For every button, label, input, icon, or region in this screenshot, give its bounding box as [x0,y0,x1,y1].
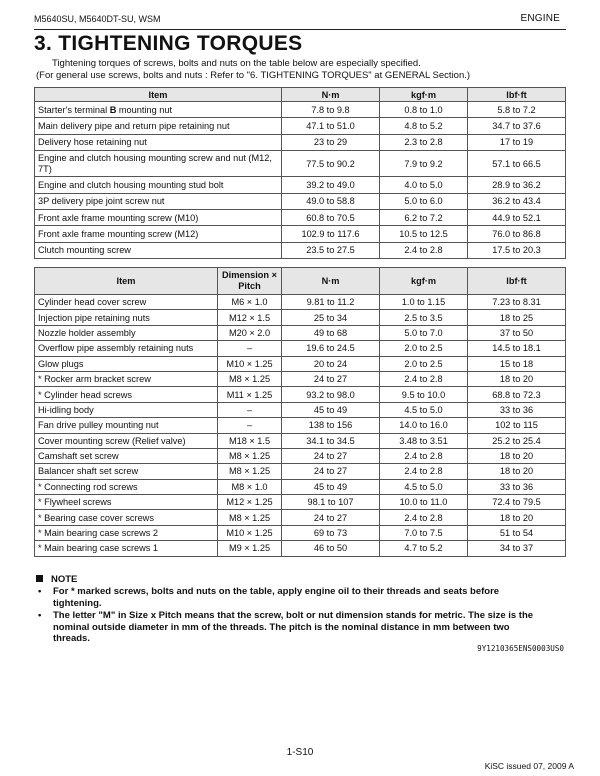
cell-item: Camshaft set screw [35,448,218,463]
cell-kgfm: 14.0 to 16.0 [380,418,468,433]
table-row [35,295,566,310]
bullet-icon: • [38,610,42,622]
cell-nm: 77.5 to 90.2 [282,151,380,177]
cell-lbfft: 18 to 25 [468,310,566,325]
cell-lbfft: 18 to 20 [468,464,566,479]
table-row [35,541,566,556]
cell-lbfft: 18 to 20 [468,510,566,525]
torque-table-general [34,87,566,259]
cell-item: * Main bearing case screws 1 [35,541,218,556]
cell-dim: M12 × 1.25 [218,495,282,510]
cell-lbfft: 17.5 to 20.3 [468,242,566,258]
cell-item [35,102,282,118]
cell-item: Injection pipe retaining nuts [35,310,218,325]
cell-kgfm: 4.5 to 5.0 [380,402,468,417]
table-row [35,310,566,325]
cell-dim: M6 × 1.0 [218,295,282,310]
item-text-bold: B [109,104,117,115]
cell-nm: 49.0 to 58.8 [282,193,380,209]
cell-item: Hi-idling body [35,402,218,417]
cell-lbfft: 44.9 to 52.1 [468,209,566,225]
cell-kgfm: 7.0 to 7.5 [380,525,468,540]
cell-lbfft: 14.5 to 18.1 [468,341,566,356]
cell-kgfm: 2.4 to 2.8 [380,510,468,525]
cell-lbfft: 102 to 115 [468,418,566,433]
cell-item: * Cylinder head screws [35,387,218,402]
col-header-lbfft: lbf·ft [468,268,566,295]
cell-kgfm: 4.7 to 5.2 [380,541,468,556]
cell-item [35,209,282,225]
item-text: 3P delivery pipe joint screw nut [38,196,165,207]
cell-nm: 24 to 27 [282,371,380,386]
cell-dim: M12 × 1.5 [218,310,282,325]
cell-nm: 34.1 to 34.5 [282,433,380,448]
cell-kgfm: 4.5 to 5.0 [380,479,468,494]
header-models: M5640SU, M5640DT-SU, WSM [34,14,161,24]
cell-item: * Main bearing case screws 2 [35,525,218,540]
note-heading-label: NOTE [51,574,78,585]
table-row [35,102,566,118]
cell-lbfft: 37 to 50 [468,325,566,340]
cell-item: Cylinder head cover screw [35,295,218,310]
note-item [38,586,536,609]
note-list [38,586,536,646]
table-row [35,387,566,402]
col-header-item: Item [35,88,282,102]
cell-kgfm: 2.0 to 2.5 [380,341,468,356]
table-row [35,177,566,193]
cell-lbfft: 51 to 54 [468,525,566,540]
table-header-row [35,88,566,102]
cell-dim: M8 × 1.25 [218,464,282,479]
cell-dim: M8 × 1.25 [218,510,282,525]
cell-dim: M20 × 2.0 [218,325,282,340]
table-row [35,118,566,134]
table-row [35,448,566,463]
cell-item [35,134,282,150]
cell-kgfm: 10.5 to 12.5 [380,226,468,242]
cell-lbfft: 25.2 to 25.4 [468,433,566,448]
cell-item: Fan drive pulley mounting nut [35,418,218,433]
table-row [35,371,566,386]
cell-kgfm: 4.0 to 5.0 [380,177,468,193]
table-header-row [35,268,566,295]
cell-lbfft: 57.1 to 66.5 [468,151,566,177]
item-text: Delivery hose retaining nut [38,137,147,148]
cell-lbfft: 76.0 to 86.8 [468,226,566,242]
header-divider [34,29,566,30]
table-row [35,433,566,448]
cell-dim: M8 × 1.25 [218,371,282,386]
cell-lbfft: 5.8 to 7.2 [468,102,566,118]
cell-item: Glow plugs [35,356,218,371]
table-row [35,242,566,258]
cell-dim: – [218,341,282,356]
cell-nm: 93.2 to 98.0 [282,387,380,402]
cell-nm: 9.81 to 11.2 [282,295,380,310]
col-header-kgfm: kgf·m [380,268,468,295]
table-row [35,402,566,417]
torque-table-engine [34,267,566,557]
cell-kgfm: 0.8 to 1.0 [380,102,468,118]
cell-dim: M8 × 1.25 [218,448,282,463]
cell-nm: 60.8 to 70.5 [282,209,380,225]
cell-kgfm: 3.48 to 3.51 [380,433,468,448]
cell-item: Cover mounting screw (Relief valve) [35,433,218,448]
table-row [35,418,566,433]
cell-nm: 39.2 to 49.0 [282,177,380,193]
cell-nm: 45 to 49 [282,402,380,417]
table-row [35,479,566,494]
square-bullet-icon [36,575,43,582]
cell-kgfm: 2.4 to 2.8 [380,464,468,479]
col-header-lbfft: lbf·ft [468,88,566,102]
cell-kgfm: 10.0 to 11.0 [380,495,468,510]
table-row [35,193,566,209]
cell-item [35,177,282,193]
col-header-item: Item [35,268,218,295]
document-code: 9Y1210365ENS0003US0 [477,644,564,653]
cell-nm: 102.9 to 117.6 [282,226,380,242]
cell-nm: 47.1 to 51.0 [282,118,380,134]
cell-kgfm: 2.4 to 2.8 [380,371,468,386]
cell-lbfft: 34 to 37 [468,541,566,556]
cell-kgfm: 2.0 to 2.5 [380,356,468,371]
cell-dim: M10 × 1.25 [218,525,282,540]
table-row [35,525,566,540]
item-text: Starter's terminal [38,104,110,115]
cell-nm: 46 to 50 [282,541,380,556]
cell-lbfft: 36.2 to 43.4 [468,193,566,209]
table-row [35,151,566,177]
cell-lbfft: 68.8 to 72.3 [468,387,566,402]
table-row [35,495,566,510]
cell-nm: 23 to 29 [282,134,380,150]
table-row [35,356,566,371]
col-header-dimension-pitch: Dimension × Pitch [218,268,282,295]
cell-item [35,193,282,209]
col-header-nm: N·m [282,268,380,295]
issue-note: KiSC issued 07, 2009 A [484,761,574,771]
table-row [35,464,566,479]
note-heading [36,574,77,585]
cell-kgfm: 4.8 to 5.2 [380,118,468,134]
cell-nm: 25 to 34 [282,310,380,325]
item-text-suffix: mounting nut [116,104,173,115]
cell-item: Overflow pipe assembly retaining nuts [35,341,218,356]
cell-dim: M18 × 1.5 [218,433,282,448]
cell-kgfm: 5.0 to 6.0 [380,193,468,209]
col-header-kgfm: kgf·m [380,88,468,102]
cell-lbfft: 28.9 to 36.2 [468,177,566,193]
cell-dim: – [218,402,282,417]
cell-nm: 24 to 27 [282,510,380,525]
cell-dim: M11 × 1.25 [218,387,282,402]
cell-kgfm: 9.5 to 10.0 [380,387,468,402]
cell-nm: 19.6 to 24.5 [282,341,380,356]
header-section: ENGINE [520,13,560,24]
cell-dim: M10 × 1.25 [218,356,282,371]
col-header-nm: N·m [282,88,380,102]
cell-dim: – [218,418,282,433]
cell-item [35,242,282,258]
item-text: Engine and clutch housing mounting screw and nut (M12, 7T) [38,152,272,174]
cell-item: * Bearing case cover screws [35,510,218,525]
bullet-icon: • [38,586,42,597]
cell-nm: 45 to 49 [282,479,380,494]
cell-item: * Rocker arm bracket screw [35,371,218,386]
cell-lbfft: 17 to 19 [468,134,566,150]
cell-kgfm: 2.3 to 2.8 [380,134,468,150]
item-text: Front axle frame mounting screw (M12) [38,229,199,240]
cell-kgfm: 5.0 to 7.0 [380,325,468,340]
cell-dim: M8 × 1.0 [218,479,282,494]
cell-item: * Flywheel screws [35,495,218,510]
cell-nm: 20 to 24 [282,356,380,371]
cell-lbfft: 33 to 36 [468,479,566,494]
cell-kgfm: 7.9 to 9.2 [380,151,468,177]
table-row [35,134,566,150]
cell-lbfft: 72.4 to 79.5 [468,495,566,510]
cell-nm: 7.8 to 9.8 [282,102,380,118]
cell-lbfft: 7.23 to 8.31 [468,295,566,310]
cell-dim: M9 × 1.25 [218,541,282,556]
intro-line-2: (For general use screws, bolts and nuts : Refer to "6. TIGHTENING TORQUES" at GENERAL Section.) [36,70,471,81]
table-row [35,510,566,525]
table-row [35,325,566,340]
table-row [35,226,566,242]
cell-kgfm: 2.5 to 3.5 [380,310,468,325]
cell-nm: 69 to 73 [282,525,380,540]
cell-item: Balancer shaft set screw [35,464,218,479]
table-row [35,341,566,356]
cell-lbfft: 33 to 36 [468,402,566,417]
item-text: Front axle frame mounting screw (M10) [38,212,199,223]
page-number: 1-S10 [286,747,314,758]
cell-kgfm: 1.0 to 1.15 [380,295,468,310]
table-row [35,209,566,225]
cell-kgfm: 2.4 to 2.8 [380,448,468,463]
cell-nm: 24 to 27 [282,464,380,479]
cell-nm: 49 to 68 [282,325,380,340]
cell-nm: 98.1 to 107 [282,495,380,510]
cell-nm: 138 to 156 [282,418,380,433]
cell-nm: 24 to 27 [282,448,380,463]
cell-item: * Connecting rod screws [35,479,218,494]
cell-lbfft: 15 to 18 [468,356,566,371]
cell-kgfm: 2.4 to 2.8 [380,242,468,258]
cell-lbfft: 34.7 to 37.6 [468,118,566,134]
note-text: For * marked screws, bolts and nuts on the table, apply engine oil to their threads and seats before tightening. [53,586,500,609]
cell-lbfft: 18 to 20 [468,448,566,463]
cell-item [35,118,282,134]
page-title: 3. TIGHTENING TORQUES [34,32,303,55]
cell-kgfm: 6.2 to 7.2 [380,209,468,225]
cell-lbfft: 18 to 20 [468,371,566,386]
note-item [38,610,536,645]
cell-item: Nozzle holder assembly [35,325,218,340]
item-text: Main delivery pipe and return pipe retaining nut [38,121,230,132]
cell-item [35,151,282,177]
note-text: The letter "M" in Size x Pitch means that the screw, bolt or nut dimension stands for metric. The size is the nominal outside diameter in mm of the threads. The pitch is the nominal distance in mm between two threads. [53,610,534,645]
item-text: Clutch mounting screw [38,245,131,256]
cell-item [35,226,282,242]
cell-nm: 23.5 to 27.5 [282,242,380,258]
intro-line-1: Tightening torques of screws, bolts and nuts on the table below are especially specified. [52,58,421,69]
item-text: Engine and clutch housing mounting stud bolt [38,179,224,190]
